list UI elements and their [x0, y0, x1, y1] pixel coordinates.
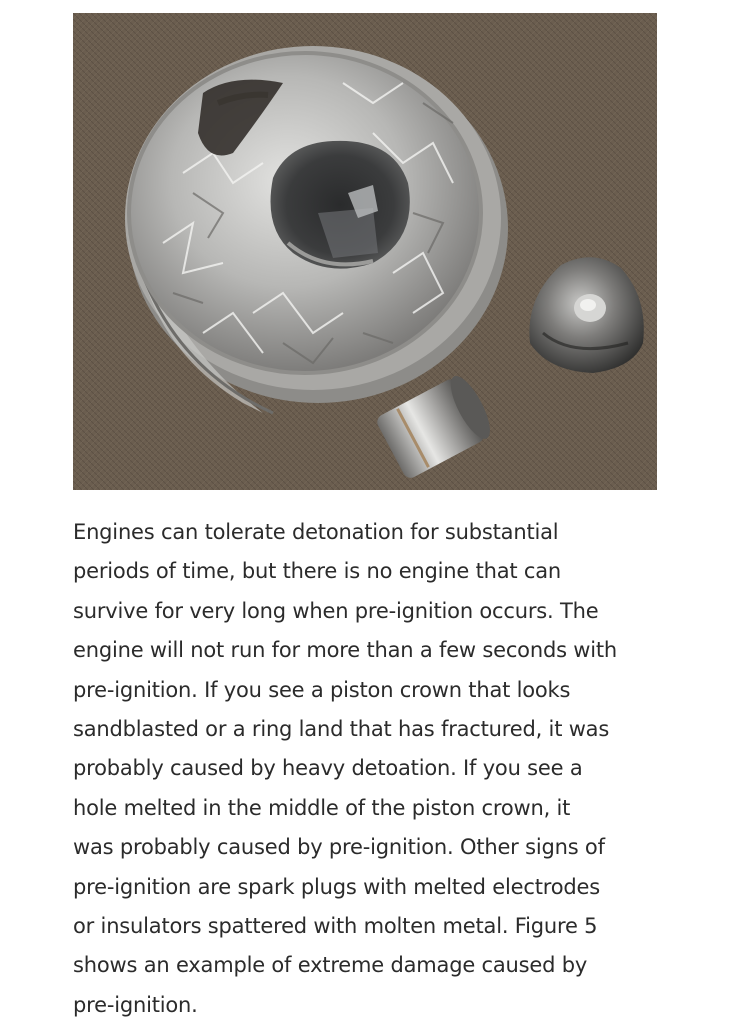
article-line: survive for very long when pre-ignition occurs. The — [73, 598, 599, 623]
article-line: pre-ignition are spark plugs with melted electrodes — [73, 874, 600, 899]
article-line: Engines can tolerate detonation for substantial — [73, 520, 559, 544]
article-line: hole melted in the middle of the piston crown, it — [73, 795, 571, 820]
article-line: pre-ignition. — [73, 992, 198, 1017]
article-line: periods of time, but there is no engine that can — [73, 559, 562, 584]
piston-photo — [73, 13, 657, 490]
article-line: sandblasted or a ring land that has fractured, it was — [73, 717, 610, 742]
article-line: engine will not run for more than a few seconds with — [73, 638, 618, 663]
article-line: pre-ignition. If you see a piston crown that looks — [73, 677, 571, 702]
article-line: probably caused by heavy detoation. If you see a — [73, 756, 583, 781]
article-line: was probably caused by pre-ignition. Other signs of — [73, 835, 605, 860]
article-line: or insulators spattered with molten metal. Figure 5 — [73, 914, 598, 939]
article-paragraph — [73, 513, 673, 1025]
article-line: shows an example of extreme damage caused by — [73, 953, 588, 978]
